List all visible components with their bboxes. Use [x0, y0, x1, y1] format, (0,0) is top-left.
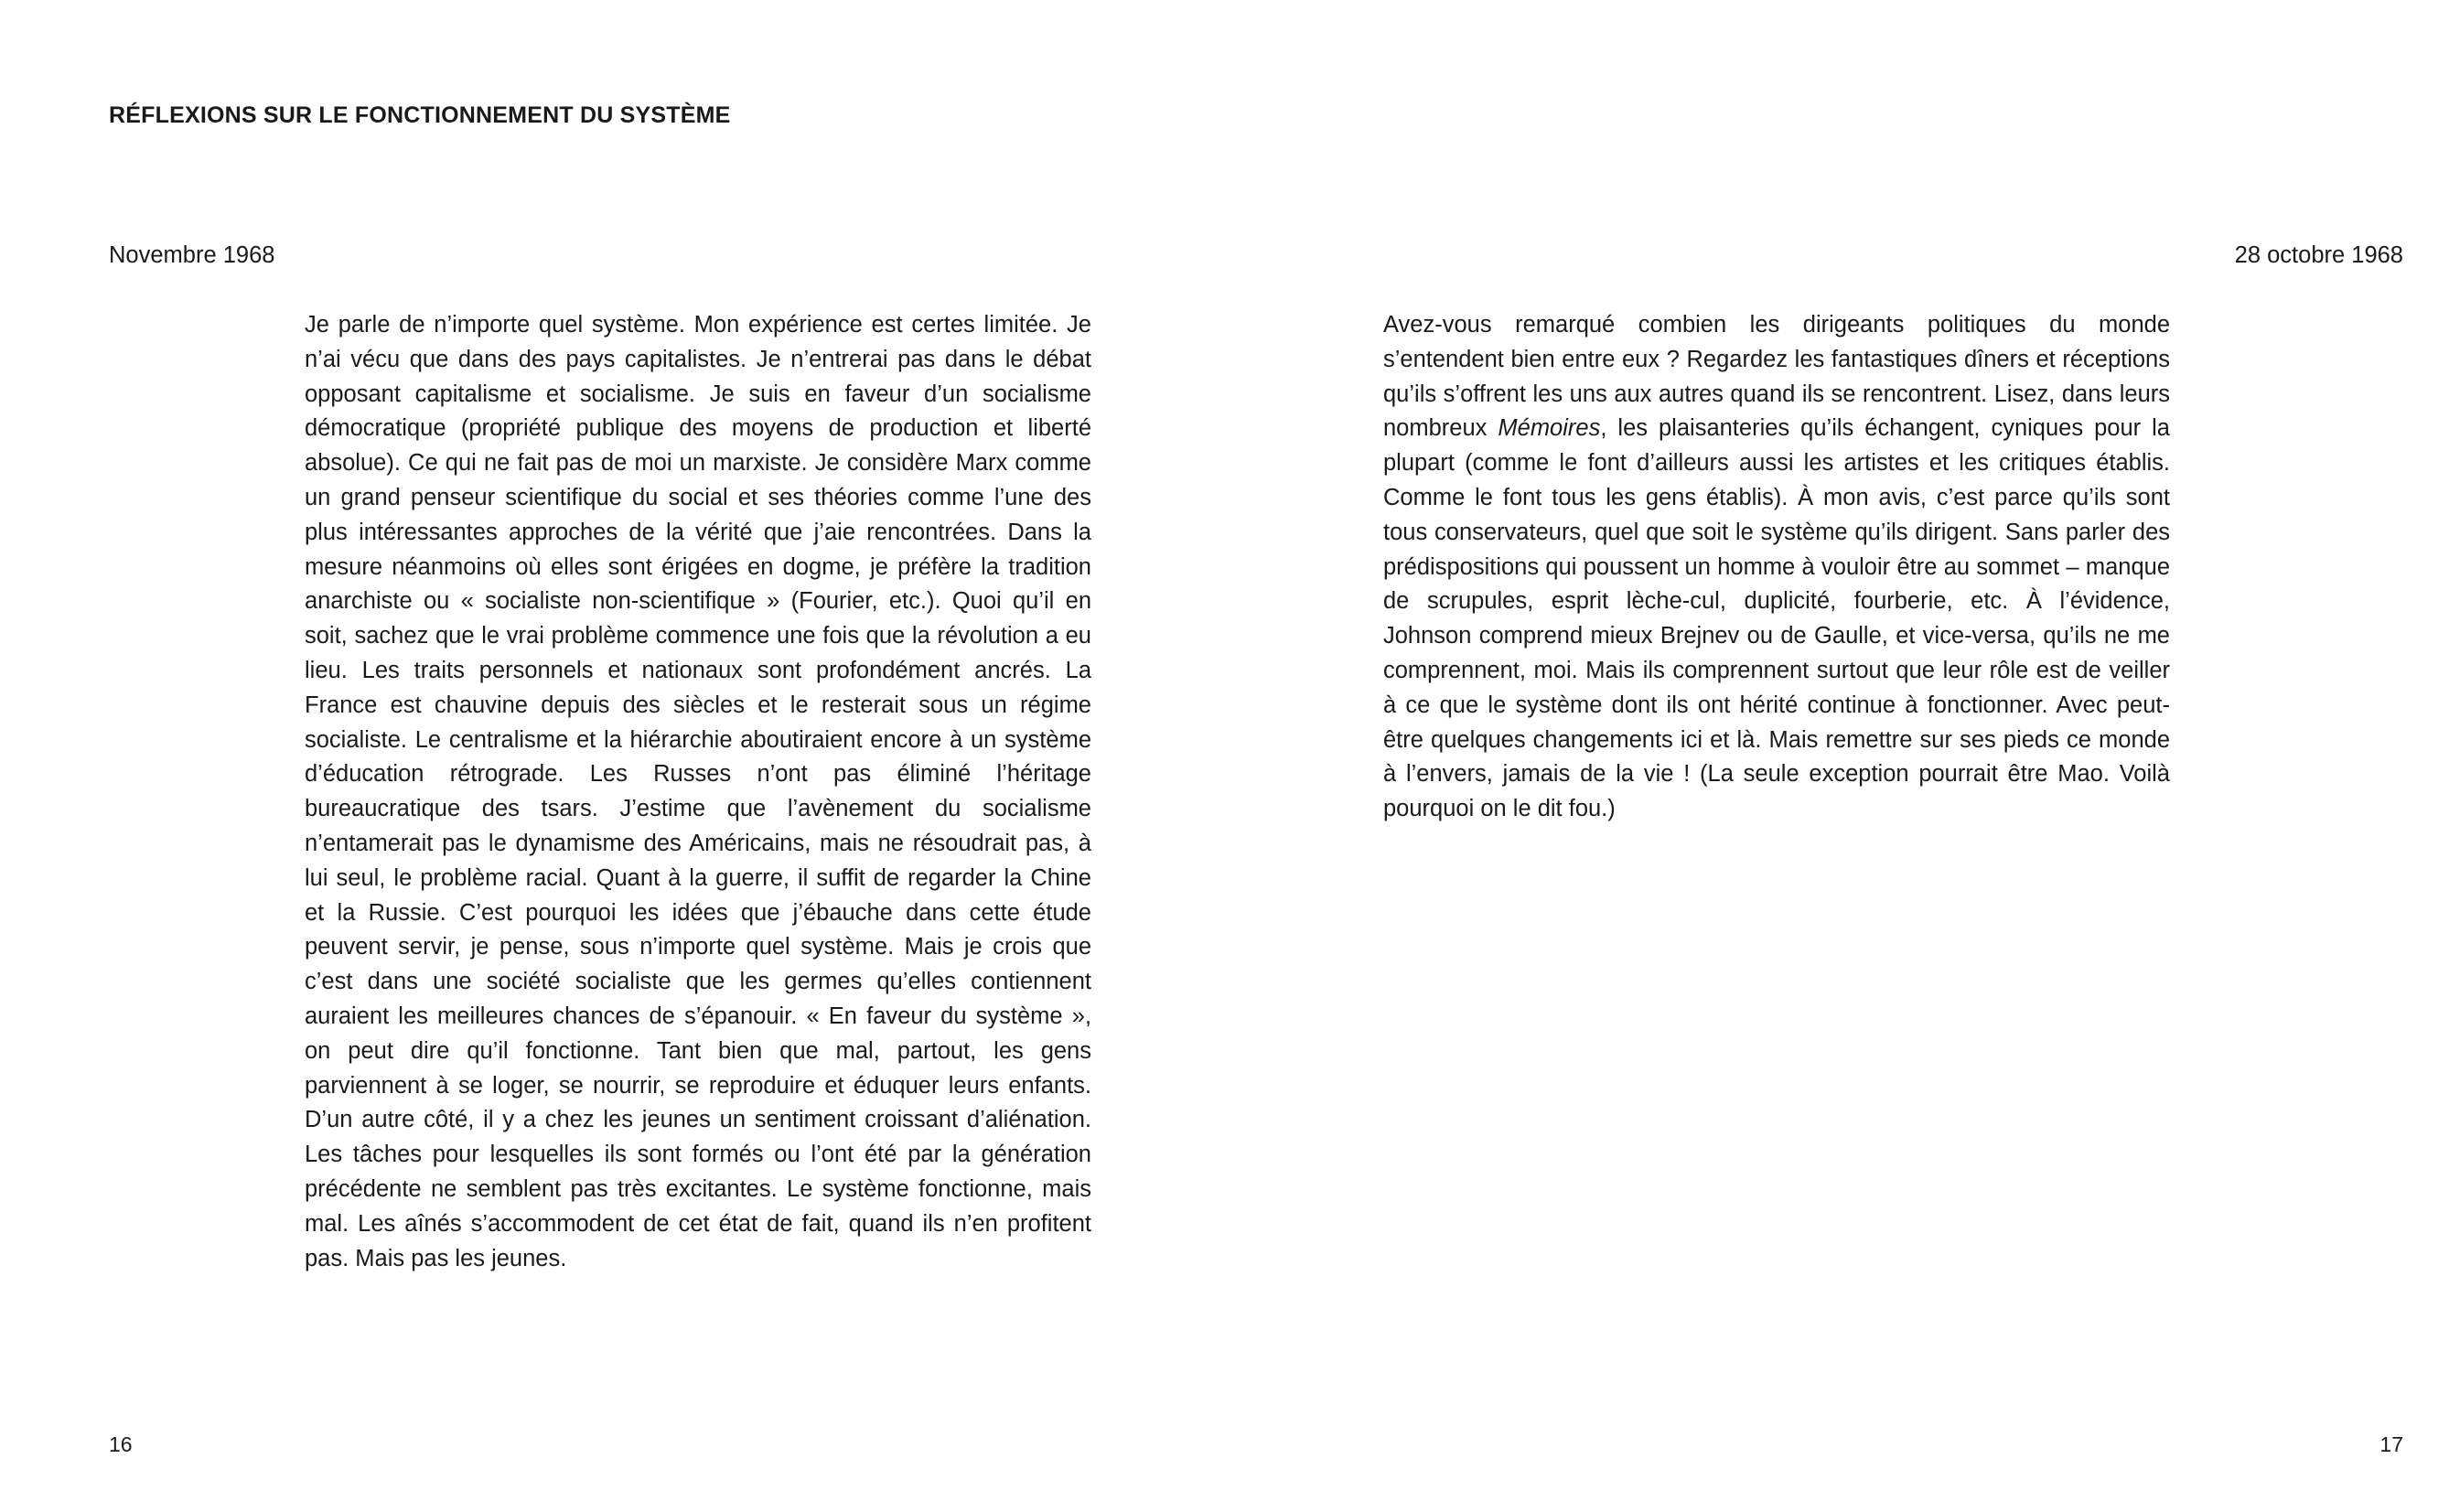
body-text	[1383, 308, 2170, 827]
entry-date: 28 octobre 1968	[2234, 242, 2403, 268]
body-text-part: , les plaisanteries qu’ils échangent, cyniques pour la plupart (comme le font d’ailleurs aussi les artistes et les critiques établis. Comme le font tous les gens établis). À mon avis, c’est parce qu’ils sont tous conservateurs, quel que soit le système qu’ils dirigent. Sans parler des prédispositions qui poussent un homme à vouloir être au sommet – manque de scrupules, esprit lèche-cul, duplicité, fourberie, etc. À l’évidence, Johnson comprend mieux Brejnev ou de Gaulle, et vice-versa, qu’ils ne me comprennent, moi. Mais ils comprennent surtout que leur rôle est de veiller à ce que le système dont ils ont hérité continue à fonctionner. Avec peut-être quelques changements ici et là. Mais remettre sur ses pieds ce monde à l’envers, jamais de la vie ! (La seule exception pourrait être Mao. Voilà pourquoi on le dit fou.)	[1383, 415, 2170, 822]
book-title-italic: Mémoires	[1498, 415, 1601, 442]
left-page	[0, 0, 1224, 1512]
right-page	[1225, 0, 2449, 1512]
page-number: 16	[109, 1432, 133, 1456]
entry-date: Novembre 1968	[109, 242, 275, 268]
body-text-part: Avez-vous remarqué combien les dirigeants politiques du monde s’entendent bien entre eux ? Regardez les fantastiques dîners et réceptions qu’ils s’offrent les uns aux autres quand ils se rencontrent. Lisez, dans leurs nombreux	[1383, 312, 2170, 442]
page-number: 17	[2379, 1432, 2403, 1456]
running-title: RÉFLEXIONS SUR LE FONCTIONNEMENT DU SYSTÈME	[109, 102, 731, 128]
body-text: Je parle de n’importe quel système. Mon expérience est certes limitée. Je n’ai vécu que dans des pays capitalistes. Je n’entrerai pas dans le débat opposant capitalisme et socialisme. Je suis en faveur d’un socialisme démocratique (propriété publique des moyens de production et liberté absolue). Ce qui ne fait pas de moi un marxiste. Je considère Marx comme un grand penseur scientifique du social et ses théories comme l’une des plus intéressantes approches de la vérité que j’aie rencontrées. Dans la mesure néanmoins où elles sont érigées en dogme, je préfère la tradition anarchiste ou « socialiste non-scientifique » (Fourier, etc.). Quoi qu’il en soit, sachez que le vrai problème commence une fois que la révolution a eu lieu. Les traits personnels et nationaux sont profondément ancrés. La France est chauvine depuis des siècles et le resterait sous un régime socialiste. Le centralisme et la hiérarchie aboutiraient encore à un système d’éducation rétrograde. Les Russes n’ont pas éliminé l’héritage bureaucratique des tsars. J’estime que l’avènement du socialisme n’entamerait pas le dynamisme des Américains, mais ne résoudrait pas, à lui seul, le problème racial. Quant à la guerre, il suffit de regarder la Chine et la Russie. C’est pourquoi les idées que j’ébauche dans cette étude peuvent servir, je pense, sous n’importe quel système. Mais je crois que c’est dans une société socialiste que les germes qu’elles contiennent auraient les meilleures chances de s’épanouir. « En faveur du système », on peut dire qu’il fonctionne. Tant bien que mal, partout, les gens parviennent à se loger, se nourrir, se reproduire et éduquer leurs enfants. D’un autre côté, il y a chez les jeunes un sentiment croissant d’aliénation. Les tâches pour lesquelles ils sont formés ou l’ont été par la génération précédente ne semblent pas très excitantes. Le système fonctionne, mais mal. Les aînés s’accommodent de cet état de fait, quand ils n’en profitent pas. Mais pas les jeunes.	[305, 312, 1091, 1271]
